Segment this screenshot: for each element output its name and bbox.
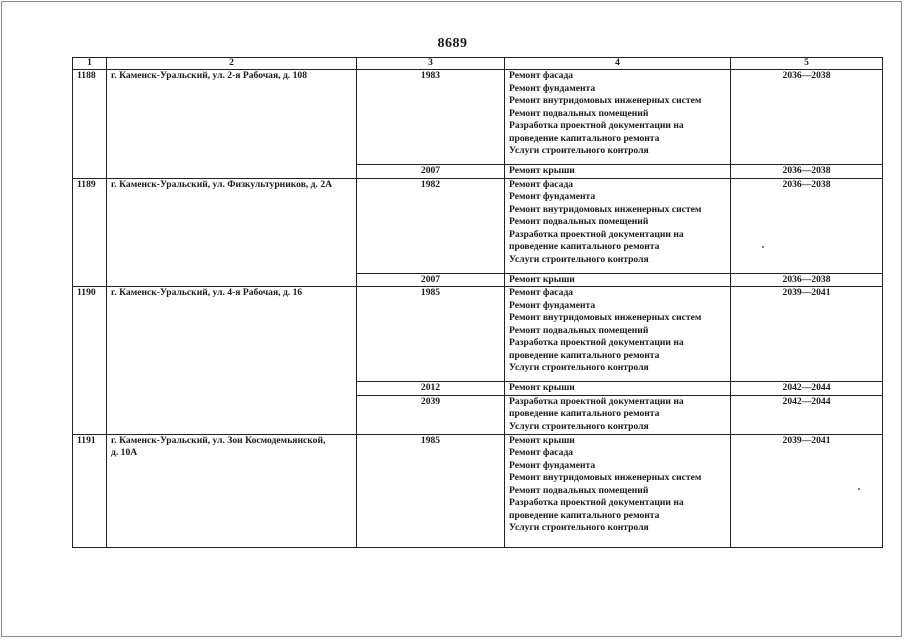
work-item: Ремонт подвальных помещений bbox=[509, 216, 649, 227]
work-item: Ремонт внутридомовых инженерных систем bbox=[509, 472, 702, 483]
work-item: Ремонт фундамента bbox=[509, 459, 596, 471]
entry-number: 1190 bbox=[73, 287, 107, 435]
work-item: Ремонт фасада bbox=[509, 287, 574, 298]
entry-works bbox=[505, 287, 731, 382]
header-col-2: 2 bbox=[107, 58, 357, 70]
address-line: д. 10А bbox=[111, 447, 138, 458]
entry-period: 2042—2044 bbox=[731, 382, 883, 396]
entry-address: г. Каменск-Уральский, ул. 2-я Рабочая, д. 108 bbox=[107, 70, 357, 179]
entry-period: 2036—2038 bbox=[731, 70, 883, 165]
entry-year: 1985 bbox=[357, 434, 505, 547]
work-item: проведение капитального ремонта bbox=[509, 349, 660, 361]
work-item: Разработка проектной документации на bbox=[509, 120, 684, 131]
work-item: проведение капитального ремонта bbox=[509, 408, 660, 419]
entry-year: 1983 bbox=[357, 70, 505, 165]
work-item: Ремонт фасада bbox=[509, 447, 574, 458]
header-row bbox=[73, 58, 883, 70]
entry-address: г. Каменск-Уральский, ул. Физкультурников, д. 2А bbox=[107, 178, 357, 287]
entry-works bbox=[505, 165, 731, 179]
work-item: Ремонт крыши bbox=[509, 165, 575, 176]
work-item: Услуги строительного контроля bbox=[509, 522, 649, 533]
work-item: Ремонт крыши bbox=[509, 273, 575, 285]
work-item: Ремонт внутридомовых инженерных систем bbox=[509, 203, 702, 215]
capital-repair-table bbox=[72, 57, 883, 548]
header-col-1: 1 bbox=[73, 58, 107, 70]
entry-works bbox=[505, 395, 731, 434]
entry-period: 2036—2038 bbox=[731, 165, 883, 179]
entry-year: 2012 bbox=[357, 382, 505, 396]
entry-period: 2039—2041 bbox=[731, 434, 883, 547]
work-item: проведение капитального ремонта bbox=[509, 132, 660, 144]
entry-works bbox=[505, 273, 731, 287]
work-item: Ремонт подвальных помещений bbox=[509, 324, 649, 336]
table-row bbox=[73, 287, 883, 382]
table-row bbox=[73, 434, 883, 547]
entry-year: 2007 bbox=[357, 165, 505, 179]
work-item: Ремонт фасада bbox=[509, 178, 574, 190]
entry-works bbox=[505, 178, 731, 273]
work-item: Ремонт фундамента bbox=[509, 299, 596, 311]
table-row bbox=[73, 70, 883, 165]
table-row bbox=[73, 178, 883, 273]
work-item: Ремонт крыши bbox=[509, 434, 575, 446]
work-item: проведение капитального ремонта bbox=[509, 241, 660, 252]
work-item: Услуги строительного контроля bbox=[509, 253, 649, 265]
entry-works bbox=[505, 70, 731, 165]
work-item: Ремонт подвальных помещений bbox=[509, 107, 649, 119]
entry-period: 2039—2041 bbox=[731, 287, 883, 382]
work-item: Услуги строительного контроля bbox=[509, 420, 649, 432]
work-item: Ремонт внутридомовых инженерных систем bbox=[509, 95, 702, 106]
work-item: Ремонт фундамента bbox=[509, 191, 596, 202]
header-col-4: 4 bbox=[505, 58, 731, 70]
work-item: Ремонт внутридомовых инженерных систем bbox=[509, 312, 702, 323]
work-item: Разработка проектной документации на bbox=[509, 395, 684, 407]
work-item: Услуги строительного контроля bbox=[509, 362, 649, 373]
work-item: Разработка проектной документации на bbox=[509, 497, 684, 508]
work-item: Ремонт фундамента bbox=[509, 82, 596, 94]
work-item: Услуги строительного контроля bbox=[509, 145, 649, 156]
scan-speck bbox=[762, 246, 764, 248]
work-item: проведение капитального ремонта bbox=[509, 509, 660, 521]
entry-number: 1191 bbox=[73, 434, 107, 547]
entry-period: 2036—2038 bbox=[731, 273, 883, 287]
entry-address: г. Каменск-Уральский, ул. 4-я Рабочая, д. 16 bbox=[107, 287, 357, 435]
entry-year: 1982 bbox=[357, 178, 505, 273]
entry-works bbox=[505, 434, 731, 547]
work-item: Ремонт подвальных помещений bbox=[509, 484, 649, 496]
entry-period: 2036—2038 bbox=[731, 178, 883, 273]
work-item: Ремонт фасада bbox=[509, 70, 574, 81]
entry-number: 1188 bbox=[73, 70, 107, 179]
page-number: 8689 bbox=[437, 36, 468, 51]
address-line: г. Каменск-Уральский, ул. Зои Космодемьянской, bbox=[111, 434, 326, 446]
scan-speck bbox=[858, 488, 860, 490]
entry-year: 2039 bbox=[357, 395, 505, 434]
entry-address bbox=[107, 434, 357, 547]
entry-year: 2007 bbox=[357, 273, 505, 287]
work-item: Разработка проектной документации на bbox=[509, 337, 684, 348]
work-item: Ремонт крыши bbox=[509, 382, 575, 393]
entry-year: 1985 bbox=[357, 287, 505, 382]
header-col-5: 5 bbox=[731, 58, 883, 70]
header-col-3: 3 bbox=[357, 58, 505, 70]
entry-number: 1189 bbox=[73, 178, 107, 287]
entry-works bbox=[505, 382, 731, 396]
work-item: Разработка проектной документации на bbox=[509, 228, 684, 240]
entry-period: 2042—2044 bbox=[731, 395, 883, 434]
